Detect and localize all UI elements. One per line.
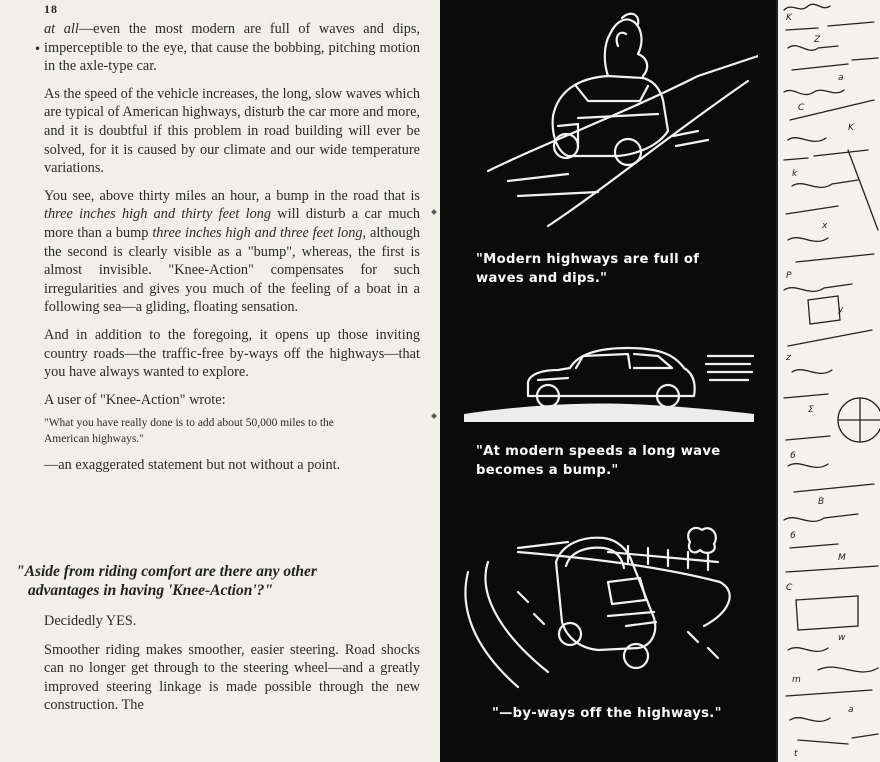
caption-3: "—by-ways off the highways.": [492, 706, 722, 721]
answer-short: Decidedly YES.: [44, 613, 137, 629]
car-on-wave-illustration: [458, 330, 758, 430]
svg-text:z: z: [786, 353, 791, 363]
gutter-mark: [431, 413, 437, 419]
answer-long: Smoother riding makes smoother, easier steering. Road shocks can no longer get through to the steering wheel—and a greatly improved steering linkage is made possible through the new construction. The: [44, 641, 420, 714]
margin-mark: •: [34, 42, 42, 56]
faq-question-line: "Aside from riding comfort are there any other: [16, 563, 317, 580]
car-on-road-illustration: [458, 6, 758, 231]
svg-text:K: K: [786, 13, 792, 23]
svg-text:a: a: [838, 73, 844, 83]
emphasis: three inches high and thirty feet long: [44, 206, 272, 223]
faq-question: [16, 562, 436, 600]
svg-text:m: m: [792, 675, 801, 685]
svg-text:P: P: [786, 271, 792, 281]
formula-page: [776, 0, 880, 762]
faq-answer: [44, 612, 420, 725]
paragraph-text: will disturb a car much more than a bump: [44, 206, 420, 241]
body-text: [44, 20, 420, 484]
emphasis: three inches high and three feet long,: [152, 224, 367, 241]
svg-text:K: K: [848, 123, 854, 133]
svg-text:k: k: [792, 169, 798, 179]
svg-text:a: a: [848, 705, 854, 715]
caption-1: "Modern highways are full of waves and dips.": [476, 252, 700, 286]
illustration-strip: [440, 0, 776, 762]
paragraph: —an exaggerated statement but not without a point.: [44, 457, 341, 474]
svg-text:t: t: [794, 749, 798, 759]
svg-text:Σ: Σ: [808, 405, 814, 415]
svg-text:w: w: [838, 633, 846, 643]
paragraph: As the speed of the vehicle increases, the long, slow waves which are typical of American highways, disturb the car more and more, and it is doubtful if this problem in road building will ever be solved, for it is caused by our climate and our wide temperature variations.: [44, 85, 420, 177]
svg-text:C: C: [786, 583, 793, 593]
svg-text:C: C: [798, 103, 805, 113]
svg-text:M: M: [838, 553, 846, 563]
emphasis: at all: [44, 21, 79, 37]
paragraph: [44, 20, 420, 76]
handwritten-formulas-artwork: [778, 0, 880, 762]
svg-text:6: 6: [790, 531, 796, 541]
svg-text:B: B: [818, 497, 825, 507]
paragraph-text: although the second is clearly visible as a "bump", whereas, the first is almost invisible. "Knee-Action" compensates for such irregularities and gives you much of the feeling of a boat in a following sea—a gliding, floating sensation.: [44, 224, 421, 316]
user-quote: "What you have really done is to add about 50,000 miles to the American highways.": [44, 417, 334, 446]
paragraph: And in addition to the foregoing, it opens up those inviting country roads—the traffic-free by-ways off the highways—that you have always wanted to explore.: [44, 326, 420, 381]
svg-text:Z: Z: [814, 35, 821, 45]
paragraph: [44, 187, 420, 317]
svg-text:6: 6: [790, 451, 796, 461]
paragraph-text: You see, above thirty miles an hour, a bump in the road that is: [44, 187, 420, 204]
paragraph: A user of "Knee-Action" wrote:: [44, 391, 226, 408]
caption-2: "At modern speeds a long wave becomes a bump.": [476, 444, 721, 478]
country-road-illustration: [458, 522, 758, 692]
gutter-mark: [431, 209, 437, 215]
svg-text:x: x: [822, 221, 828, 231]
paragraph-text: —even the most modern are full of waves and dips, imperceptible to the eye, that cause the bobbing, pitching motion in the axle-type car.: [44, 21, 420, 75]
svg-text:y: y: [838, 305, 844, 315]
page-number: 18: [44, 2, 58, 16]
faq-question-line: advantages in having 'Knee-Action'?": [28, 582, 273, 599]
